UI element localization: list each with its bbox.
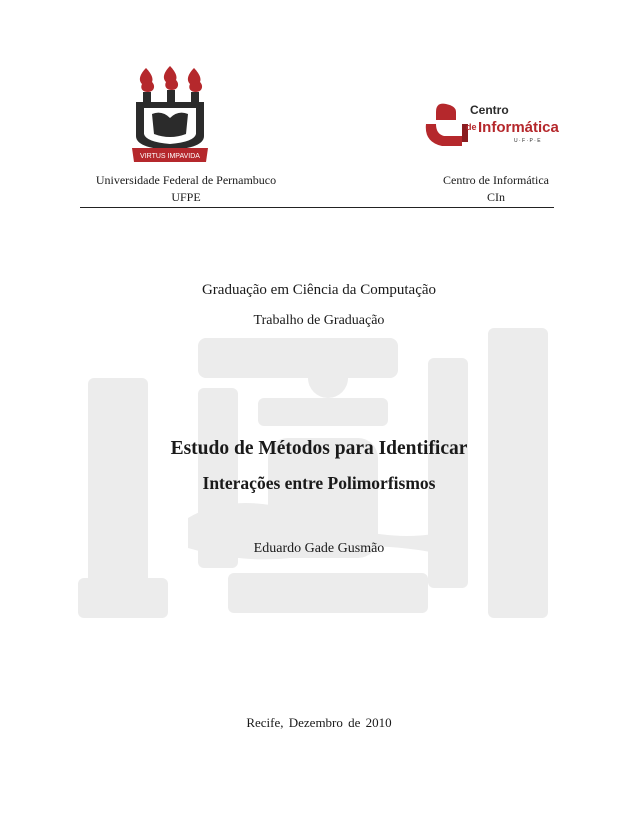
program-name: Graduação em Ciência da Computação [201, 282, 437, 298]
center-name: Centro de Informática [443, 173, 549, 187]
thesis-title-line2: Interações entre Polimorfismos [202, 473, 436, 493]
author-name: Eduardo Gade Gusmão [253, 541, 385, 556]
work-type: Trabalho de Graduação [253, 313, 385, 328]
header-divider [80, 207, 554, 208]
center-acronym: CIn [487, 190, 505, 204]
ufpe-banner-text: VIRTUS IMPAVIDA [140, 153, 200, 160]
place-and-date: Recife, Dezembro de 2010 [246, 715, 392, 730]
thesis-title-line1: Estudo de Métodos para Identificar [170, 438, 468, 459]
university-acronym: UFPE [171, 190, 201, 204]
university-name: Universidade Federal de Pernambuco [95, 173, 277, 187]
cin-logo-line2: Informática [478, 119, 559, 136]
header-right [436, 172, 556, 206]
cin-logo [422, 98, 562, 158]
cin-logo-line3: U · F · P · E [514, 138, 541, 144]
cin-logo-line1: Centro [470, 103, 509, 117]
cin-logo-de: de [466, 122, 477, 132]
header-left [86, 172, 286, 206]
ufpe-crest-logo [128, 64, 212, 168]
